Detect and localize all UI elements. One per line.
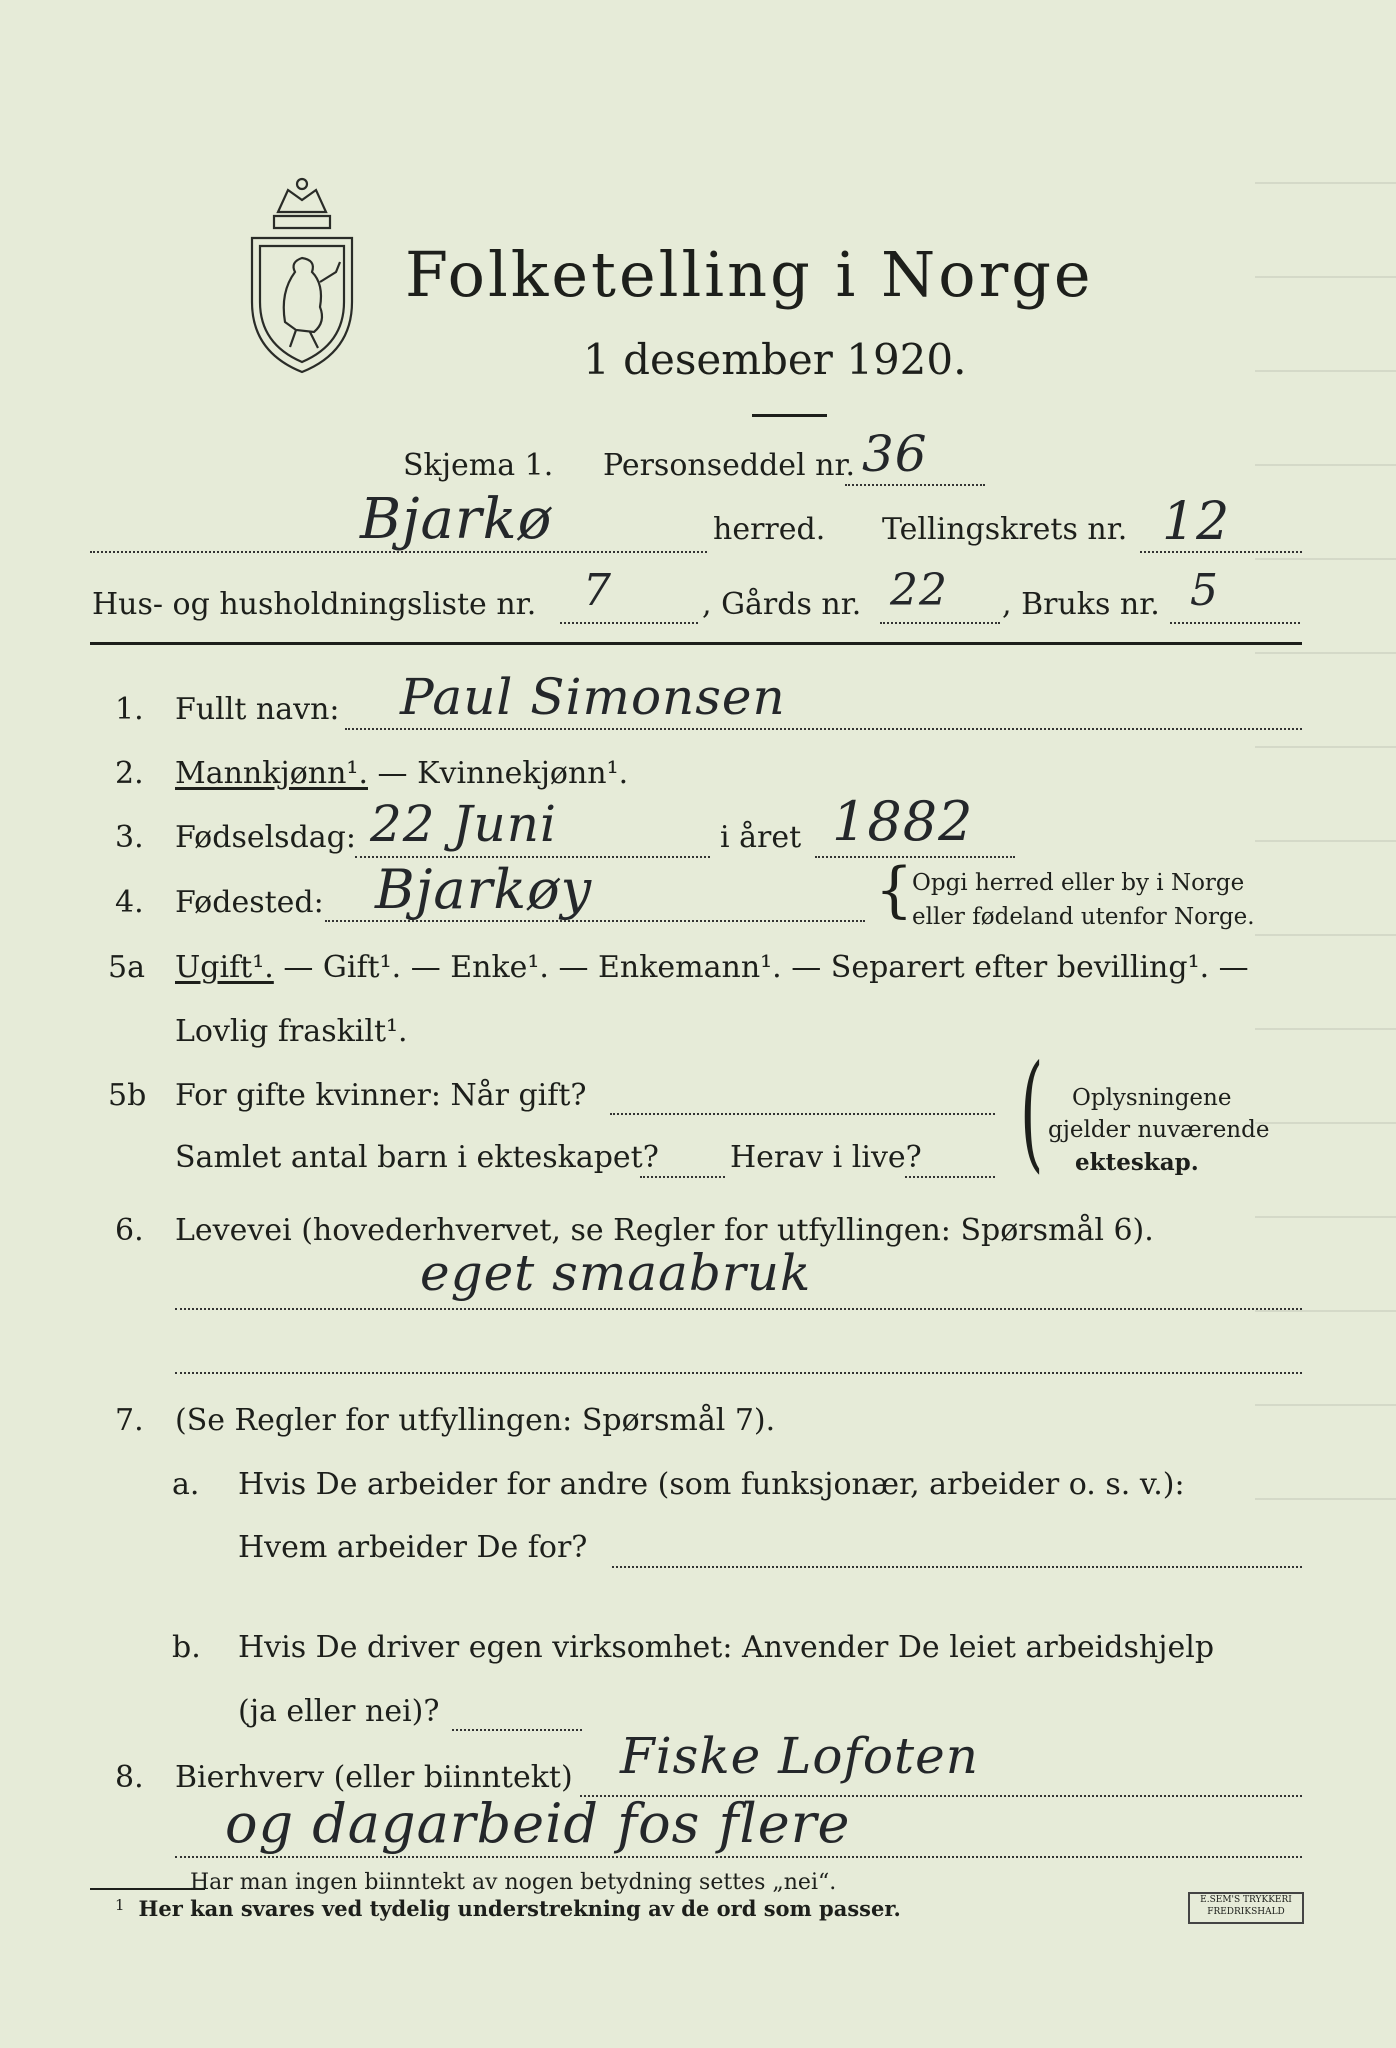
footnote-marker: 1 (115, 1896, 125, 1914)
q4-number: 4. (115, 885, 144, 920)
q6-line-1 (175, 1308, 1302, 1310)
q7-label: (Se Regler for utfyllingen: Spørsmål 7). (175, 1403, 776, 1438)
q1-label: Fullt navn: (175, 692, 340, 727)
form-title: Folketelling i Norge (405, 238, 1094, 311)
bruks-line (1170, 622, 1300, 624)
q5b-children-line (640, 1176, 725, 1178)
personseddel-line (845, 484, 985, 486)
q8-label: Bierhverv (eller biinntekt) (175, 1760, 573, 1795)
occupation-value[interactable]: eget smaabruk (420, 1244, 812, 1302)
q8-note: Har man ingen biinntekt av nogen betydning settes „nei“. (190, 1870, 837, 1895)
q4-note-1: Opgi herred eller by i Norge (912, 870, 1245, 896)
footnote (115, 1896, 901, 1921)
sex-options (175, 756, 628, 791)
q5b-married-label: For gifte kvinner: Når gift? (175, 1078, 587, 1113)
q6-line-2 (175, 1372, 1302, 1374)
side-income-value-1[interactable]: Fiske Lofoten (620, 1727, 979, 1785)
q3-year-label: i året (720, 820, 802, 855)
q7-number: 7. (115, 1403, 144, 1438)
q3-number: 3. (115, 820, 144, 855)
tellingskrets-value[interactable]: 12 (1162, 492, 1231, 552)
printer-stamp-line-2: FREDRIKSHALD (1207, 1907, 1285, 1917)
gards-value[interactable]: 22 (890, 565, 948, 616)
q5b-bracket: ( (1020, 1039, 1044, 1187)
sex-male-option[interactable]: Mannkjønn¹. (175, 756, 368, 791)
q8-line-2 (175, 1856, 1302, 1858)
q7b-letter: b. (172, 1630, 201, 1665)
bruks-value[interactable]: 5 (1190, 565, 1219, 616)
q8-number: 8. (115, 1760, 144, 1795)
birth-year-value[interactable]: 1882 (832, 790, 974, 853)
q3-year-line (815, 856, 1015, 858)
herred-label: herred. (713, 512, 826, 547)
q4-label: Fødested: (175, 885, 324, 920)
q7a-line-1: Hvis De arbeider for andre (som funksjonær, arbeider o. s. v.): (238, 1467, 1185, 1502)
personseddel-value[interactable]: 36 (862, 425, 928, 483)
hus-line (560, 622, 698, 624)
herred-value[interactable]: Bjarkø (360, 487, 553, 552)
header-rule (90, 642, 1302, 645)
personseddel-label: Personseddel nr. (603, 448, 856, 483)
hus-label: Hus- og husholdningsliste nr. (92, 587, 537, 622)
q4-brace: { (875, 855, 914, 925)
q5b-note-2: gjelder nuværende (1048, 1117, 1270, 1143)
q5b-note-1: Oplysningene (1072, 1085, 1232, 1111)
side-income-value-2[interactable]: og dagarbeid fos flere (225, 1792, 851, 1855)
norwegian-lion-crest-icon (240, 172, 365, 377)
q7b-line-1: Hvis De driver egen virksomhet: Anvender De leiet arbeidshjelp (238, 1630, 1215, 1665)
q1-line (345, 728, 1302, 730)
q2-number: 2. (115, 756, 144, 791)
skjema-label: Skjema 1. (403, 448, 554, 483)
q5b-number: 5b (108, 1078, 147, 1113)
q5b-children-label: Samlet antal barn i ekteskapet? (175, 1140, 659, 1175)
q5b-married-line (610, 1113, 995, 1115)
footnote-text: Her kan svares ved tydelig understrekning av de ord som passer. (138, 1896, 901, 1921)
q5b-alive-label: Herav i live? (730, 1140, 922, 1175)
marital-ugift-option[interactable]: Ugift¹. (175, 950, 274, 985)
birthplace-value[interactable]: Bjarkøy (375, 858, 593, 921)
form-date: 1 desember 1920. (583, 335, 967, 384)
q7a-line-2: Hvem arbeider De for? (238, 1530, 588, 1565)
footnote-rule (90, 1888, 205, 1890)
q1-number: 1. (115, 692, 144, 727)
q7a-letter: a. (172, 1467, 200, 1502)
hus-value[interactable]: 7 (583, 565, 612, 616)
q4-note-2: eller fødeland utenfor Norge. (912, 904, 1255, 930)
q5b-note-3: ekteskap. (1075, 1149, 1199, 1176)
full-name-value[interactable]: Paul Simonsen (400, 668, 786, 726)
q7b-line-2: (ja eller nei)? (238, 1694, 440, 1729)
marital-other-options[interactable]: — Gift¹. — Enke¹. — Enkemann¹. — Separert efter bevilling¹. — (273, 950, 1249, 985)
q5a-number: 5a (108, 950, 145, 985)
q6-label: Levevei (hovederhvervet, se Regler for utfyllingen: Spørsmål 6). (175, 1213, 1154, 1248)
divider (752, 414, 827, 417)
bleed-through (1255, 90, 1396, 1590)
gards-label: , Gårds nr. (702, 587, 862, 622)
gards-line (880, 622, 1000, 624)
sex-female-option[interactable]: Kvinnekjønn¹. (417, 756, 629, 791)
q7b-answer-line (452, 1729, 582, 1731)
printer-stamp-line-1: E.SEM'S TRYKKERI (1200, 1895, 1292, 1905)
marital-fraskilt-option[interactable]: Lovlig fraskilt¹. (175, 1014, 408, 1049)
birthdate-value[interactable]: 22 Juni (370, 795, 557, 853)
q6-number: 6. (115, 1213, 144, 1248)
tellingskrets-label: Tellingskrets nr. (882, 512, 1128, 547)
bruks-label: , Bruks nr. (1002, 587, 1160, 622)
sex-separator: — (368, 756, 418, 791)
q3-label: Fødselsdag: (175, 820, 356, 855)
q7a-employer-line (612, 1566, 1302, 1568)
q5b-alive-line (905, 1176, 995, 1178)
printer-stamp (1188, 1892, 1304, 1924)
marital-options (175, 950, 1249, 985)
